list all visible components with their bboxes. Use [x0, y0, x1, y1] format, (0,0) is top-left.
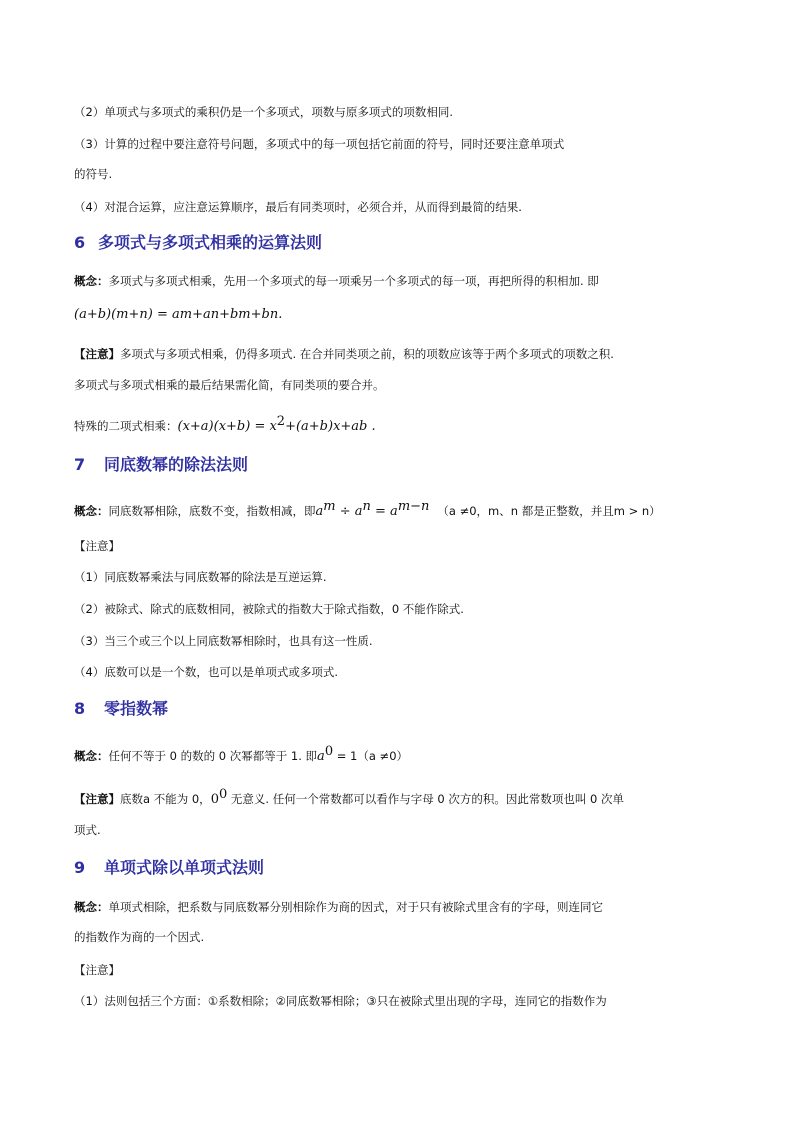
concept-line	[74, 899, 603, 915]
note-line: 的符号.	[74, 167, 113, 181]
zero-base: 0	[210, 791, 219, 807]
formula-base: a	[315, 503, 324, 519]
section-heading	[74, 857, 264, 879]
formula-condition: （a ≠0，m、n 都是正整数，并且m > n）	[437, 503, 661, 518]
note-head: 【注意】	[74, 963, 120, 977]
note-head: 【注意】	[74, 539, 120, 553]
section-number: 9	[74, 858, 86, 877]
concept-label: 概念：	[74, 900, 109, 914]
note-line	[74, 787, 624, 808]
formula-rest: = 1（a ≠0）	[333, 748, 409, 763]
note-line: 项式.	[74, 823, 101, 837]
section-number: 6	[74, 233, 86, 252]
concept-line	[74, 744, 408, 765]
formula-base: a	[317, 748, 325, 764]
concept-label: 概念：	[74, 274, 109, 288]
formula-exp: m−n	[397, 499, 430, 514]
special-formula-lhs: (x+a)(x+b) = x	[177, 418, 277, 434]
section-heading	[74, 454, 248, 476]
note-line	[74, 346, 614, 362]
formula-line	[74, 306, 282, 323]
concept-line	[74, 273, 599, 289]
section-number: 7	[74, 455, 86, 474]
concept-text: 单项式相除，把系数与同底数幂分别相除作为商的因式，对于只有被除式里含有的字母，则连同它	[108, 900, 603, 914]
special-label: 特殊的二项式相乘：	[74, 418, 178, 433]
note-text: 多项式与多项式相乘，仍得多项式. 在合并同类项之前，积的项数应该等于两个多项式的项数之积.	[120, 347, 614, 361]
section-title: 单项式除以单项式法则	[104, 858, 265, 877]
zero-exp: 0	[218, 787, 228, 802]
concept-label: 概念：	[74, 748, 109, 763]
formula-exp: n	[362, 499, 371, 514]
note-line: （1）同底数幂乘法与同底数幂的除法是互逆运算.	[74, 570, 327, 584]
section-number: 8	[74, 699, 86, 718]
note-text: 无意义. 任何一个常数都可以看作与字母 0 次方的积。因此常数项也叫 0 次单	[227, 791, 624, 806]
note-line: （1）法则包括三个方面：①系数相除；②同底数幂相除；③只在被除式里出现的字母，连同它的指数作为	[74, 994, 607, 1008]
formula-eq: = a	[370, 503, 398, 519]
formula-exp: m	[323, 499, 336, 514]
section-title: 多项式与多项式相乘的运算法则	[98, 233, 323, 252]
formula-div: ÷ a	[335, 503, 363, 519]
note-line: （4）底数可以是一个数，也可以是单项式或多项式.	[74, 665, 338, 679]
special-formula-rhs: +(a+b)x+ab .	[285, 418, 376, 434]
note-line: （2）单项式与多项式的乘积仍是一个多项式，项数与原多项式的项数相同.	[74, 105, 453, 119]
section-heading	[74, 232, 322, 254]
formula-exp: 0	[324, 744, 334, 759]
section-title: 同底数幂的除法法则	[104, 455, 249, 474]
note-line: （3）当三个或三个以上同底数幂相除时，也具有这一性质.	[74, 634, 373, 648]
note-label: 【注意】	[74, 791, 120, 806]
formula: (a+b)(m+n) = am+an+bm+bn.	[74, 307, 283, 322]
concept-line: 的指数作为商的一个因式.	[74, 930, 205, 944]
note-text: 底数a 不能为 0，	[120, 791, 211, 806]
concept-text: 同底数幂相除，底数不变，指数相减，即	[108, 503, 316, 518]
concept-label: 概念：	[74, 503, 109, 518]
concept-line	[74, 499, 661, 520]
note-line: 多项式与多项式相乘的最后结果需化简，有同类项的要合并。	[74, 378, 385, 392]
note-label: 【注意】	[74, 347, 120, 361]
note-line: （4）对混合运算，应注意运算顺序，最后有同类项时，必须合并，从而得到最简的结果.	[74, 200, 522, 214]
special-formula-exp: 2	[276, 414, 286, 429]
concept-text: 任何不等于 0 的数的 0 次幂都等于 1. 即	[108, 748, 318, 763]
section-heading	[74, 698, 168, 720]
special-line	[74, 414, 376, 435]
note-line: （2）被除式、除式的底数相同，被除式的指数大于除式指数，0 不能作除式.	[74, 602, 464, 616]
note-line: （3）计算的过程中要注意符号问题，多项式中的每一项包括它前面的符号，同时还要注意单项式	[74, 137, 565, 151]
concept-text: 多项式与多项式相乘，先用一个多项式的每一项乘另一个多项式的每一项，再把所得的积相加. 即	[108, 274, 599, 288]
section-title: 零指数幂	[104, 699, 169, 718]
